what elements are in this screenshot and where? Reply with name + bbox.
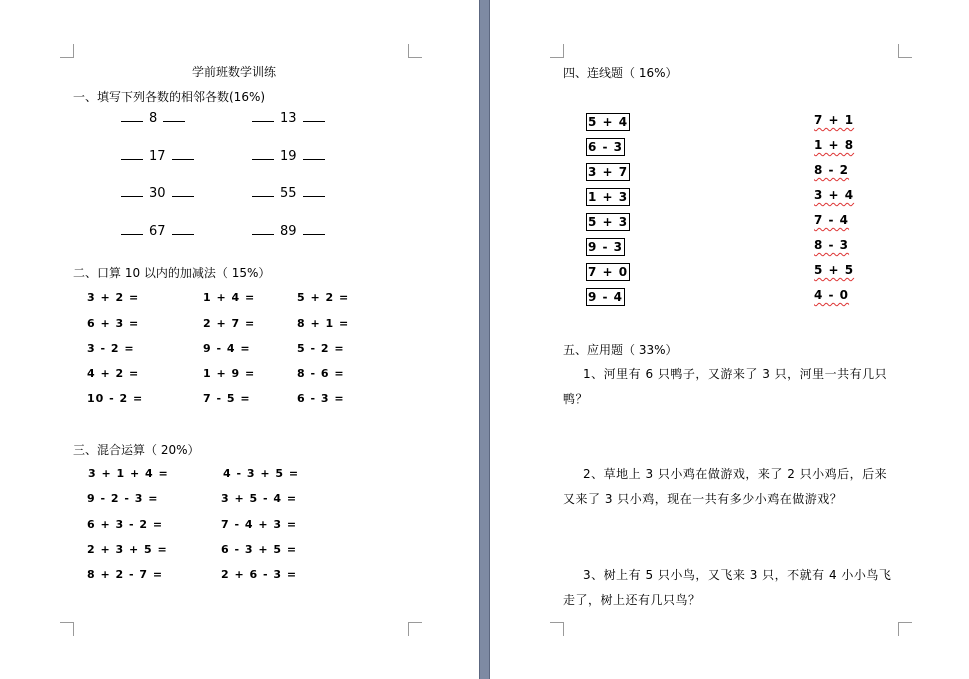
arithmetic-item: 7 - 5 = xyxy=(203,392,251,405)
neighbor-number-item: 55 xyxy=(246,186,331,202)
arithmetic-item: 10 - 2 = xyxy=(87,392,144,405)
mixed-operation-item: 2 + 6 - 3 = xyxy=(221,568,298,581)
word-problem-3-line-2: 走了，树上还有几只鸟？ xyxy=(563,593,701,607)
word-problem-3-line-1: 3、树上有 5 只小鸟，又飞来 3 只，不就有 4 小小鸟飞 xyxy=(583,568,892,582)
mixed-operation-item: 4 - 3 + 5 = xyxy=(223,467,300,480)
crop-mark-bottom-right xyxy=(408,622,422,636)
matching-left-item: 6 - 3 xyxy=(588,140,624,154)
arithmetic-item: 1 + 9 = xyxy=(203,367,256,380)
crop-mark-bottom-left xyxy=(550,622,564,636)
arithmetic-item: 9 - 4 = xyxy=(203,342,251,355)
matching-right-item: 4 - 0 xyxy=(814,288,850,302)
neighbor-number-item: 67 xyxy=(115,224,200,240)
matching-right-item: 7 - 4 xyxy=(814,213,850,227)
crop-mark-bottom-left xyxy=(60,622,74,636)
mixed-operation-item: 3 + 5 - 4 = xyxy=(221,492,298,505)
crop-mark-top-right xyxy=(408,44,422,58)
word-problem-2-line-1: 2、草地上 3 只小鸡在做游戏，来了 2 只小鸡后，后来 xyxy=(583,467,888,481)
matching-left-item: 1 + 3 xyxy=(588,190,629,204)
arithmetic-item: 5 - 2 = xyxy=(297,342,345,355)
mixed-operation-item: 3 + 1 + 4 = xyxy=(88,467,169,480)
crop-mark-top-left xyxy=(60,44,74,58)
matching-left-item: 5 + 4 xyxy=(588,115,629,129)
matching-left-item: 9 - 3 xyxy=(588,240,624,254)
matching-right-item: 5 + 5 xyxy=(814,263,855,277)
neighbor-number-item: 13 xyxy=(246,111,331,127)
matching-right-item: 8 - 2 xyxy=(814,163,850,177)
crop-mark-top-right xyxy=(898,44,912,58)
arithmetic-item: 5 + 2 = xyxy=(297,291,350,304)
neighbor-number-item: 17 xyxy=(115,149,200,165)
section-5-heading: 五、应用题（ 33%） xyxy=(563,343,678,357)
matching-right-item: 3 + 4 xyxy=(814,188,855,202)
matching-left-item: 3 + 7 xyxy=(588,165,629,179)
mixed-operation-item: 6 - 3 + 5 = xyxy=(221,543,298,556)
matching-right-item: 7 + 1 xyxy=(814,113,855,127)
page-gutter xyxy=(479,0,490,679)
arithmetic-item: 8 - 6 = xyxy=(297,367,345,380)
neighbor-number-item: 8 xyxy=(115,111,191,127)
word-problem-1-line-1: 1、河里有 6 只鸭子，又游来了 3 只，河里一共有几只 xyxy=(583,367,888,381)
word-problem-1-line-2: 鸭？ xyxy=(563,392,589,406)
arithmetic-item: 4 + 2 = xyxy=(87,367,140,380)
arithmetic-item: 1 + 4 = xyxy=(203,291,256,304)
crop-mark-top-left xyxy=(550,44,564,58)
section-2-heading: 二、口算 10 以内的加减法（ 15%） xyxy=(73,266,271,280)
arithmetic-item: 3 - 2 = xyxy=(87,342,135,355)
document-page-right xyxy=(490,0,969,679)
matching-left-item: 7 + 0 xyxy=(588,265,629,279)
section-1-heading: 一、填写下列各数的相邻各数(16%) xyxy=(73,90,266,104)
arithmetic-item: 3 + 2 = xyxy=(87,291,140,304)
neighbor-number-item: 19 xyxy=(246,149,331,165)
matching-left-item: 9 - 4 xyxy=(588,290,624,304)
matching-right-item: 1 + 8 xyxy=(814,138,855,152)
crop-mark-bottom-right xyxy=(898,622,912,636)
arithmetic-item: 6 + 3 = xyxy=(87,317,140,330)
mixed-operation-item: 8 + 2 - 7 = xyxy=(87,568,164,581)
worksheet-title: 学前班数学训练 xyxy=(192,65,277,79)
matching-left-item: 5 + 3 xyxy=(588,215,629,229)
neighbor-number-item: 30 xyxy=(115,186,200,202)
word-problem-2-line-2: 又来了 3 只小鸡，现在一共有多少小鸡在做游戏？ xyxy=(563,492,843,506)
arithmetic-item: 6 - 3 = xyxy=(297,392,345,405)
arithmetic-item: 2 + 7 = xyxy=(203,317,256,330)
mixed-operation-item: 7 - 4 + 3 = xyxy=(221,518,298,531)
mixed-operation-item: 6 + 3 - 2 = xyxy=(87,518,164,531)
section-3-heading: 三、混合运算（ 20%） xyxy=(73,443,200,457)
matching-right-item: 8 - 3 xyxy=(814,238,850,252)
neighbor-number-item: 89 xyxy=(246,224,331,240)
section-4-heading: 四、连线题（ 16%） xyxy=(563,66,678,80)
mixed-operation-item: 2 + 3 + 5 = xyxy=(87,543,168,556)
document-page-left xyxy=(0,0,479,679)
arithmetic-item: 8 + 1 = xyxy=(297,317,350,330)
mixed-operation-item: 9 - 2 - 3 = xyxy=(87,492,159,505)
